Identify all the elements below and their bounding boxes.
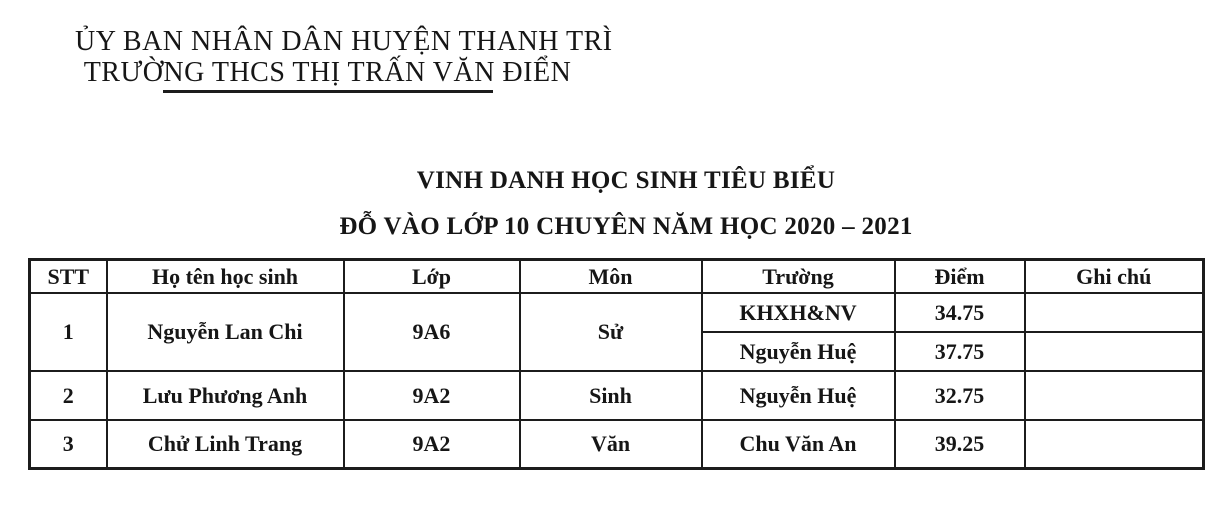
doc-title-line2: ĐỖ VÀO LỚP 10 CHUYÊN NĂM HỌC 2020 – 2021 <box>339 213 913 240</box>
table-row <box>30 371 1204 420</box>
school-cell: Nguyễn Huệ <box>702 332 895 371</box>
class-cell: 9A6 <box>344 293 520 371</box>
honor-roll-table <box>28 258 1205 470</box>
student-name-cell: Lưu Phương Anh <box>107 371 344 420</box>
score-cell: 39.25 <box>895 420 1025 469</box>
org-header <box>75 26 613 93</box>
col-header-name: Họ tên học sinh <box>107 260 344 294</box>
score-cell: 34.75 <box>895 293 1025 332</box>
student-name-cell: Nguyễn Lan Chi <box>107 293 344 371</box>
score-cell: 32.75 <box>895 371 1025 420</box>
stt-cell: 1 <box>30 293 107 371</box>
col-header-class: Lớp <box>344 260 520 294</box>
class-cell: 9A2 <box>344 371 520 420</box>
org-name: ỦY BAN NHÂN DÂN HUYỆN THANH TRÌ <box>75 26 613 57</box>
school-cell: KHXH&NV <box>702 293 895 332</box>
student-name-cell: Chử Linh Trang <box>107 420 344 469</box>
table-row <box>30 293 1204 332</box>
note-cell <box>1025 293 1204 332</box>
class-cell: 9A2 <box>344 420 520 469</box>
score-cell: 37.75 <box>895 332 1025 371</box>
col-header-school: Trường <box>702 260 895 294</box>
stt-cell: 2 <box>30 371 107 420</box>
col-header-score: Điểm <box>895 260 1025 294</box>
note-cell <box>1025 371 1204 420</box>
doc-title <box>40 166 1212 242</box>
doc-title-line1: VINH DANH HỌC SINH TIÊU BIỂU <box>416 167 836 194</box>
table-header-row <box>30 260 1204 294</box>
header-underline <box>163 90 493 93</box>
table-row <box>30 420 1204 469</box>
stt-cell: 3 <box>30 420 107 469</box>
subject-cell: Sinh <box>520 371 702 420</box>
col-header-note: Ghi chú <box>1025 260 1204 294</box>
note-cell <box>1025 332 1204 371</box>
school-cell: Chu Văn An <box>702 420 895 469</box>
note-cell <box>1025 420 1204 469</box>
col-header-stt: STT <box>30 260 107 294</box>
school-name: TRƯỜNG THCS THỊ TRẤN VĂN ĐIỂN <box>83 57 572 88</box>
subject-cell: Sử <box>520 293 702 371</box>
col-header-subject: Môn <box>520 260 702 294</box>
school-cell: Nguyễn Huệ <box>702 371 895 420</box>
subject-cell: Văn <box>520 420 702 469</box>
